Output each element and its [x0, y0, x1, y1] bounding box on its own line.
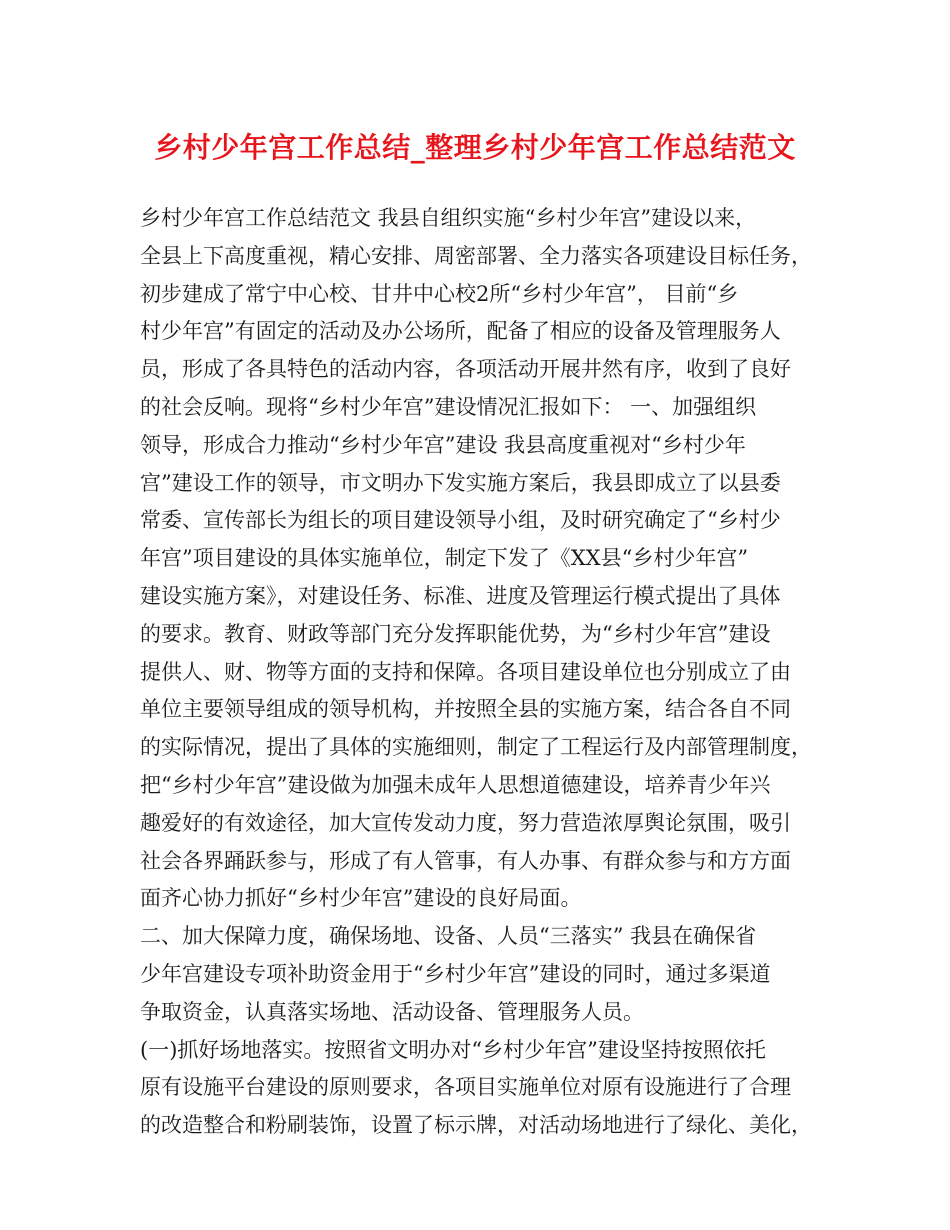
- text-line: 员，形成了各具特色的活动内容，各项活动开展井然有序，收到了良好: [140, 357, 791, 382]
- text-line: 趣爱好的有效途径，加大宣传发动力度，努力营造浓厚舆论氛围，吸引: [140, 810, 791, 835]
- text-line: 领导，形成合力推动“乡村少年宫”建设 我县高度重视对“乡村少年: [140, 432, 746, 457]
- text-line: 把“乡村少年宫”建设做为加强未成年人思想道德建设，培养青少年兴: [140, 772, 771, 797]
- text-line: 的要求。教育、财政等部门充分发挥职能优势，为“乡村少年宫”建设: [140, 621, 771, 646]
- document-body: [140, 200, 820, 1145]
- text-line: 面齐心协力抓好“乡村少年宫”建设的良好局面。: [140, 886, 582, 911]
- text-line: 全县上下高度重视，精心安排、周密部署、全力落实各项建设目标任务，: [140, 243, 812, 268]
- text-line: 建设实施方案》，对建设任务、标准、进度及管理运行模式提出了具体: [140, 583, 781, 608]
- text-line: 初步建成了常宁中心校、甘井中心校2所“乡村少年宫”， 目前“乡: [140, 281, 739, 306]
- text-line: 年宫”项目建设的具体实施单位，制定下发了《XX县“乡村少年宫”: [140, 546, 749, 571]
- section-heading-line: 二、加大保障力度，确保场地、设备、人员“三落实” 我县在确保省: [140, 924, 757, 949]
- text-line: 社会各界踊跃参与，形成了有人管事，有人办事、有群众参与和方方面: [140, 848, 791, 873]
- text-line: 村少年宫”有固定的活动及办公场所，配备了相应的设备及管理服务人: [140, 319, 781, 344]
- text-line: 单位主要领导组成的领导机构，并按照全县的实施方案，结合各自不同: [140, 697, 791, 722]
- text-line: 争取资金，认真落实场地、活动设备、管理服务人员。: [140, 999, 644, 1024]
- text-line: 常委、宣传部长为组长的项目建设领导小组，及时研究确定了“乡村少: [140, 508, 781, 533]
- text-line: 的改造整合和粉刷装饰，设置了标示牌，对活动场地进行了绿化、美化，: [140, 1113, 812, 1138]
- text-line: 乡村少年宫工作总结范文 我县自组织实施“乡村少年宫”建设以来，: [140, 206, 757, 230]
- text-line: 的社会反响。现将“乡村少年宫”建设情况汇报如下： 一、加强组织: [140, 394, 757, 419]
- text-line: 少年宫建设专项补助资金用于“乡村少年宫”建设的同时，通过多渠道: [140, 961, 771, 986]
- text-line: 宫”建设工作的领导，市文明办下发实施方案后，我县即成立了以县委: [140, 470, 781, 495]
- subsection-line: (一)抓好场地落实。按照省文明办对“乡村少年宫”建设坚持按照依托: [140, 1037, 766, 1062]
- document-title: 乡村少年宫工作总结_整理乡村少年宫工作总结范文: [154, 131, 796, 164]
- text-line: 的实际情况，提出了具体的实施细则，制定了工程运行及内部管理制度，: [140, 735, 812, 760]
- text-line: 原有设施平台建设的原则要求，各项目实施单位对原有设施进行了合理: [140, 1075, 791, 1100]
- text-line: 提供人、财、物等方面的支持和保障。各项目建设单位也分别成立了由: [140, 659, 791, 684]
